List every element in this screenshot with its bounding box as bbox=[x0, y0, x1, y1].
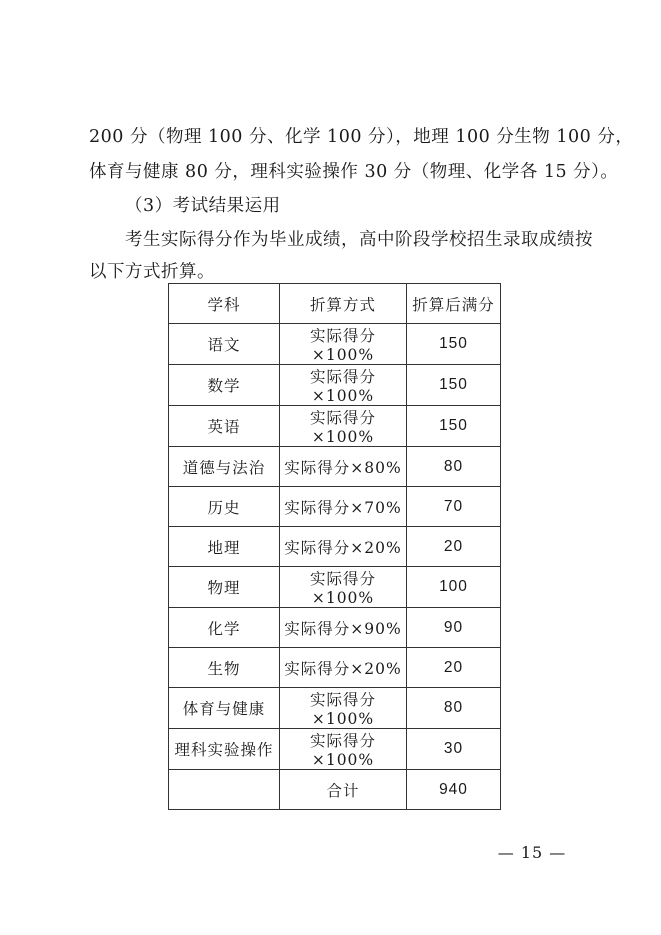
method-cell: 实际得分×90% bbox=[280, 608, 407, 648]
subject-cell: 化学 bbox=[169, 608, 280, 648]
method-cell: 实际得分×20% bbox=[280, 527, 407, 567]
method-cell: 实际得分×100% bbox=[280, 324, 407, 365]
subject-cell: 数学 bbox=[169, 365, 280, 406]
full-score-cell: 20 bbox=[407, 527, 501, 567]
full-score-cell: 150 bbox=[407, 406, 501, 447]
full-score-cell: 100 bbox=[407, 567, 501, 608]
method-cell: 实际得分×100% bbox=[280, 688, 407, 729]
table-row bbox=[169, 324, 501, 365]
body-paragraph-line-5: 以下方式折算。 bbox=[89, 262, 215, 282]
table-row bbox=[169, 688, 501, 729]
header-subject: 学科 bbox=[169, 284, 280, 324]
subject-cell: 生物 bbox=[169, 648, 280, 688]
subject-cell: 理科实验操作 bbox=[169, 729, 280, 770]
table-row bbox=[169, 447, 501, 487]
table-row bbox=[169, 527, 501, 567]
subject-cell: 体育与健康 bbox=[169, 688, 280, 729]
page-number: — 15 — bbox=[497, 843, 567, 862]
subject-cell: 英语 bbox=[169, 406, 280, 447]
body-paragraph-line-1: 200 分（物理 100 分、化学 100 分），地理 100 分生物 100 分， bbox=[89, 127, 634, 147]
table-row bbox=[169, 365, 501, 406]
full-score-cell: 30 bbox=[407, 729, 501, 770]
full-score-cell: 80 bbox=[407, 688, 501, 729]
full-score-cell: 70 bbox=[407, 487, 501, 527]
body-paragraph-line-4: 考生实际得分作为毕业成绩，高中阶段学校招生录取成绩按 bbox=[125, 230, 593, 250]
header-full-score: 折算后满分 bbox=[407, 284, 501, 324]
method-cell: 合计 bbox=[280, 770, 407, 810]
method-cell: 实际得分×20% bbox=[280, 648, 407, 688]
method-cell: 实际得分×100% bbox=[280, 406, 407, 447]
subject-cell: 地理 bbox=[169, 527, 280, 567]
subject-cell: 历史 bbox=[169, 487, 280, 527]
table-header-row bbox=[169, 284, 501, 324]
body-paragraph-line-2: 体育与健康 80 分，理科实验操作 30 分（物理、化学各 15 分）。 bbox=[89, 162, 619, 182]
table-row bbox=[169, 729, 501, 770]
full-score-cell: 80 bbox=[407, 447, 501, 487]
method-cell: 实际得分×70% bbox=[280, 487, 407, 527]
subject-cell: 语文 bbox=[169, 324, 280, 365]
full-score-cell: 150 bbox=[407, 324, 501, 365]
method-cell: 实际得分×100% bbox=[280, 567, 407, 608]
subject-cell bbox=[169, 770, 280, 810]
full-score-cell: 150 bbox=[407, 365, 501, 406]
header-method: 折算方式 bbox=[280, 284, 407, 324]
subject-cell: 物理 bbox=[169, 567, 280, 608]
full-score-cell: 940 bbox=[407, 770, 501, 810]
method-cell: 实际得分×100% bbox=[280, 365, 407, 406]
score-conversion-table bbox=[168, 283, 501, 810]
subject-cell: 道德与法治 bbox=[169, 447, 280, 487]
table-row bbox=[169, 608, 501, 648]
method-cell: 实际得分×100% bbox=[280, 729, 407, 770]
table-row bbox=[169, 648, 501, 688]
table-row bbox=[169, 770, 501, 810]
method-cell: 实际得分×80% bbox=[280, 447, 407, 487]
section-heading: （3）考试结果运用 bbox=[125, 196, 281, 216]
table-row bbox=[169, 487, 501, 527]
table-row bbox=[169, 406, 501, 447]
full-score-cell: 90 bbox=[407, 608, 501, 648]
full-score-cell: 20 bbox=[407, 648, 501, 688]
table-row bbox=[169, 567, 501, 608]
